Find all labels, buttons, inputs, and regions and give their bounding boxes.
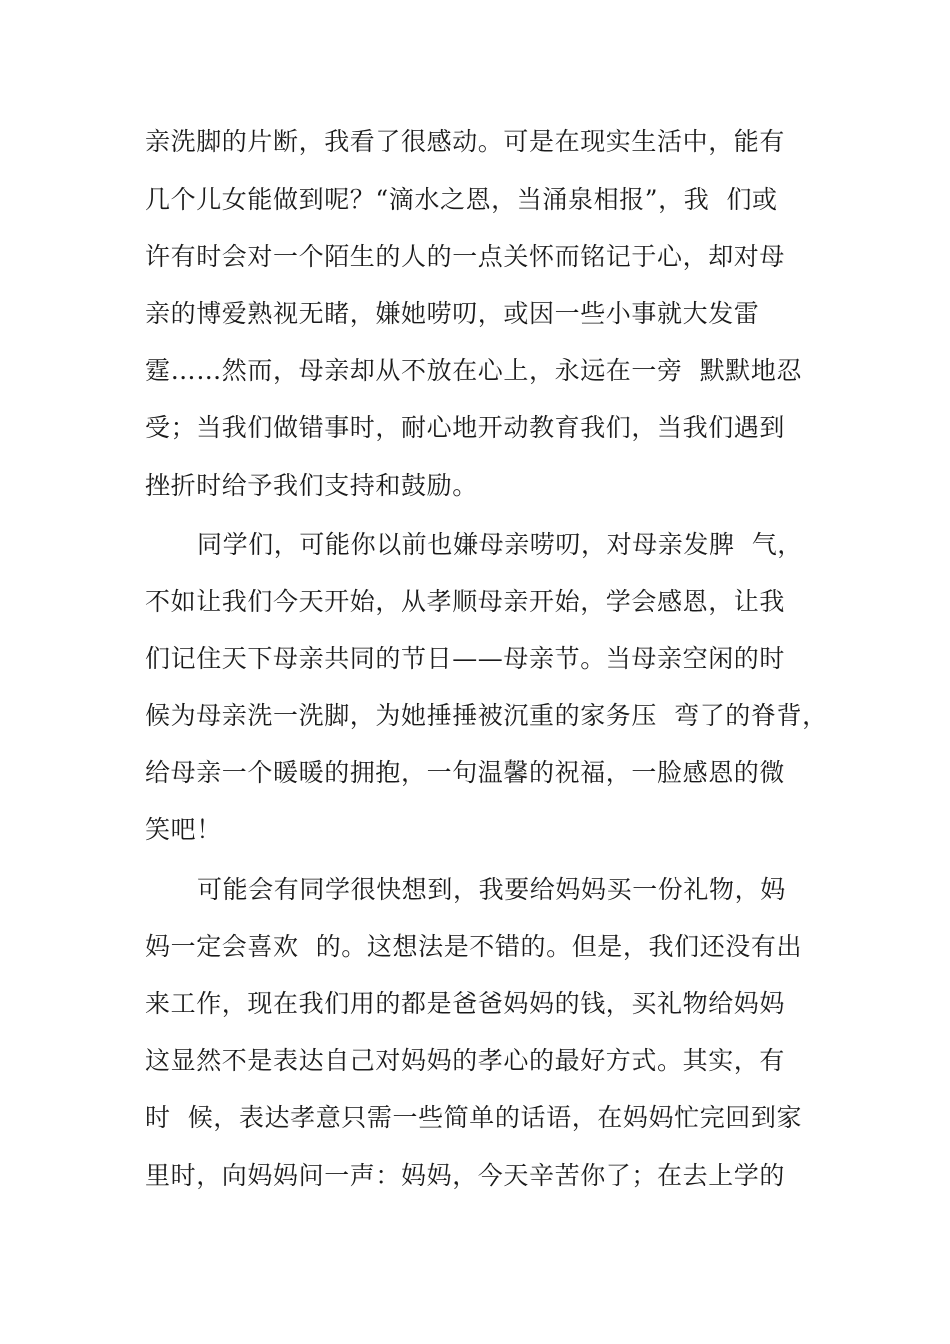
text-line: 不如让我们今天开始，从孝顺母亲开始，学会感恩，让我 bbox=[145, 587, 786, 616]
text-line: 亲的博爱熟视无睹，嫌她唠叨，或因一些小事就大发雷 bbox=[145, 299, 760, 328]
text-line: 里时，向妈妈问一声：妈妈，今天辛苦你了；在去上学的 bbox=[145, 1161, 786, 1190]
text-line: 霆……然而，母亲却从不放在心上，永远在一旁 默默地忍 bbox=[145, 356, 803, 385]
text-line: 来工作，现在我们用的都是爸爸妈妈的钱，买礼物给妈妈 bbox=[145, 989, 786, 1018]
text-line: 笑吧！ bbox=[145, 815, 222, 844]
text-line: 时 候，表达孝意只需一些简单的话语，在妈妈忙完回到家 bbox=[145, 1103, 803, 1132]
text-line: 受；当我们做错事时，耐心地开动教育我们，当我们遇到 bbox=[145, 413, 786, 442]
text-line: 同学们，可能你以前也嫌母亲唠叨，对母亲发脾 气， bbox=[197, 530, 803, 559]
text-line: 候为母亲洗一洗脚，为她捶捶被沉重的家务压 弯了的脊背， bbox=[145, 701, 828, 730]
text-line: 几个儿女能做到呢？“滴水之恩，当涌泉相报”，我 们或 bbox=[145, 185, 778, 214]
text-line: 给母亲一个暖暖的拥抱，一句温馨的祝福，一脸感恩的微 bbox=[145, 758, 786, 787]
text-line: 妈一定会喜欢 的。这想法是不错的。但是，我们还没有出 bbox=[145, 932, 803, 961]
text-line: 许有时会对一个陌生的人的一点关怀而铭记于心，却对母 bbox=[145, 242, 786, 271]
text-line: 们记住天下母亲共同的节日——母亲节。当母亲空闲的时 bbox=[145, 644, 786, 673]
text-line: 挫折时给予我们支持和鼓励。 bbox=[145, 471, 478, 500]
text-line: 可能会有同学很快想到，我要给妈妈买一份礼物，妈 bbox=[197, 875, 786, 904]
text-line: 亲洗脚的片断，我看了很感动。可是在现实生活中，能有 bbox=[145, 127, 786, 156]
text-line: 这显然不是表达自己对妈妈的孝心的最好方式。其实，有 bbox=[145, 1046, 786, 1075]
